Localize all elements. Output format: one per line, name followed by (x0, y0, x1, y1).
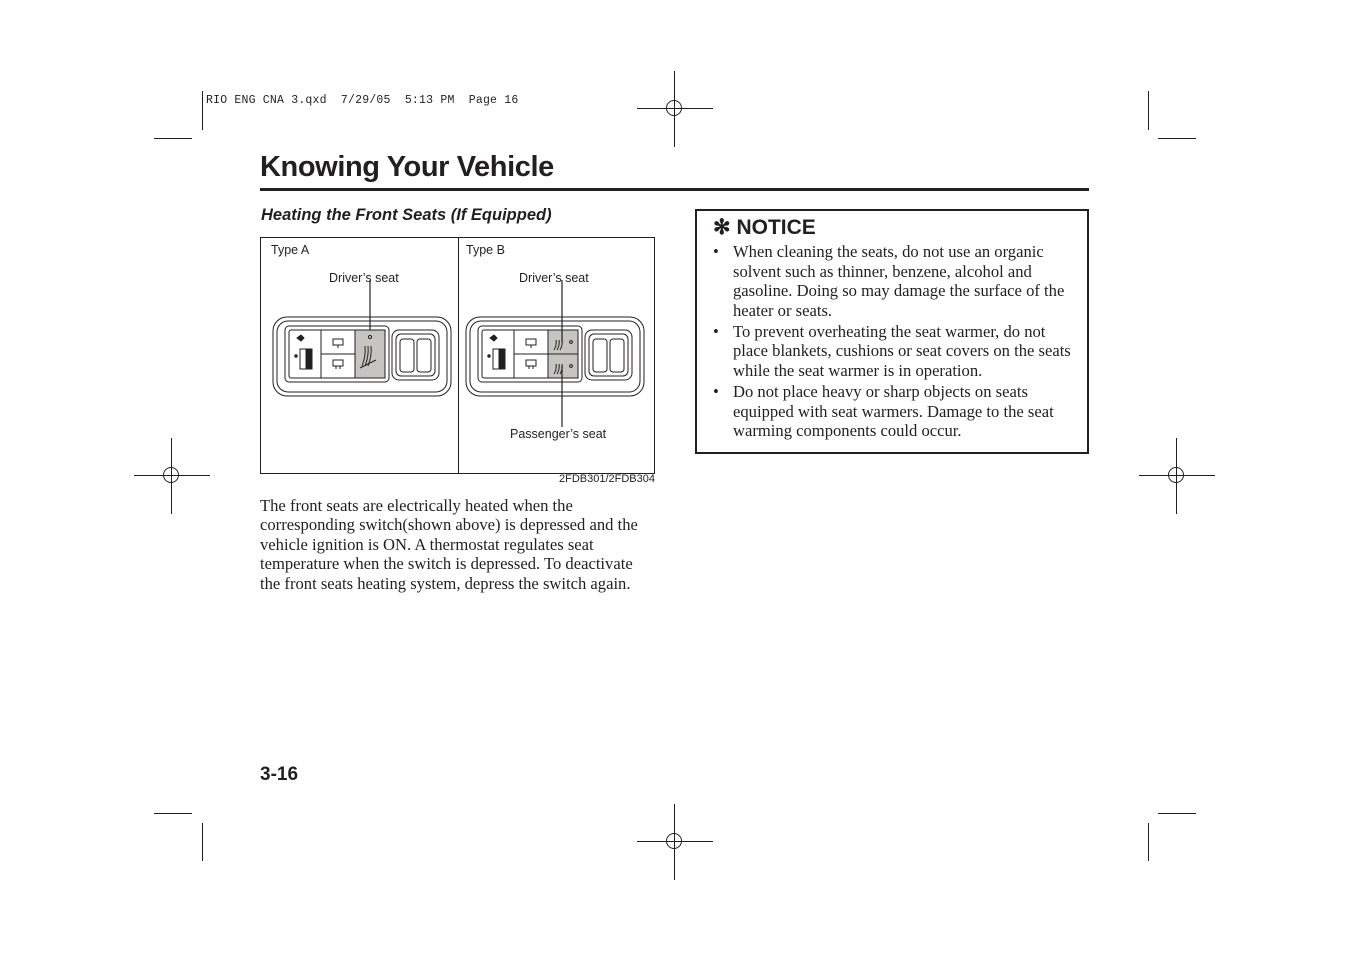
section-heading: Heating the Front Seats (If Equipped) (261, 206, 552, 224)
seat-heater-switch-figure (260, 237, 655, 474)
body-paragraph: The front seats are electrically heated when the corresponding switch(shown above) is depressed and the vehicle ignition is ON. A thermostat regulates seat temperature when the switch is depressed. To deactivate the front seats heating system, depress the switch again. (260, 496, 638, 593)
bullet-icon: • (713, 321, 719, 341)
notice-item (713, 242, 1073, 320)
type-b-switch-panel (466, 280, 644, 427)
crop-mark (154, 138, 192, 139)
page-title: Knowing Your Vehicle (260, 151, 554, 183)
crop-mark (1158, 138, 1196, 139)
page-number: 3-16 (260, 764, 299, 785)
notice-item-text: To prevent overheating the seat warmer, do not place blankets, cushions or seat covers on the seats while the seat warmer is in operation. (733, 321, 1071, 381)
notice-heading (713, 215, 816, 240)
type-b-driver-label: Driver’s seat (519, 271, 589, 285)
notice-item-text: When cleaning the seats, do not use an organic solvent such as thinner, benzene, alcohol and gasoline. Doing so may damage the surface of the heater or seats. (733, 242, 1065, 320)
registration-mark (637, 804, 713, 880)
notice-item (713, 382, 1073, 441)
notice-title: NOTICE (736, 216, 816, 239)
crop-mark (202, 91, 203, 130)
crop-mark (1158, 813, 1196, 814)
asterisk-icon: ✻ (713, 216, 731, 239)
notice-box (695, 209, 1089, 454)
notice-item-text: Do not place heavy or sharp objects on seats equipped with seat warmers. Damage to the seat warming components could occur. (733, 382, 1054, 441)
crop-mark (1148, 91, 1149, 130)
registration-mark (637, 71, 713, 147)
type-a-switch-panel (273, 280, 451, 396)
type-b-label: Type B (466, 243, 505, 257)
registration-mark (1139, 438, 1215, 514)
type-a-label: Type A (271, 243, 310, 257)
figure-caption: 2FDB301/2FDB304 (559, 473, 655, 485)
bullet-icon: • (713, 242, 719, 261)
type-a-driver-label: Driver’s seat (329, 271, 399, 285)
type-b-passenger-label: Passenger’s seat (510, 427, 607, 441)
bullet-icon: • (713, 382, 719, 402)
notice-list (713, 242, 1073, 442)
crop-mark (154, 813, 192, 814)
crop-mark (202, 823, 203, 861)
switch-panel-illustration (261, 238, 654, 473)
notice-item (713, 322, 1073, 381)
crop-mark (1148, 823, 1149, 861)
registration-mark (134, 438, 210, 514)
print-slug: RIO ENG CNA 3.qxd 7/29/05 5:13 PM Page 16 (206, 94, 519, 107)
title-rule (260, 188, 1089, 191)
